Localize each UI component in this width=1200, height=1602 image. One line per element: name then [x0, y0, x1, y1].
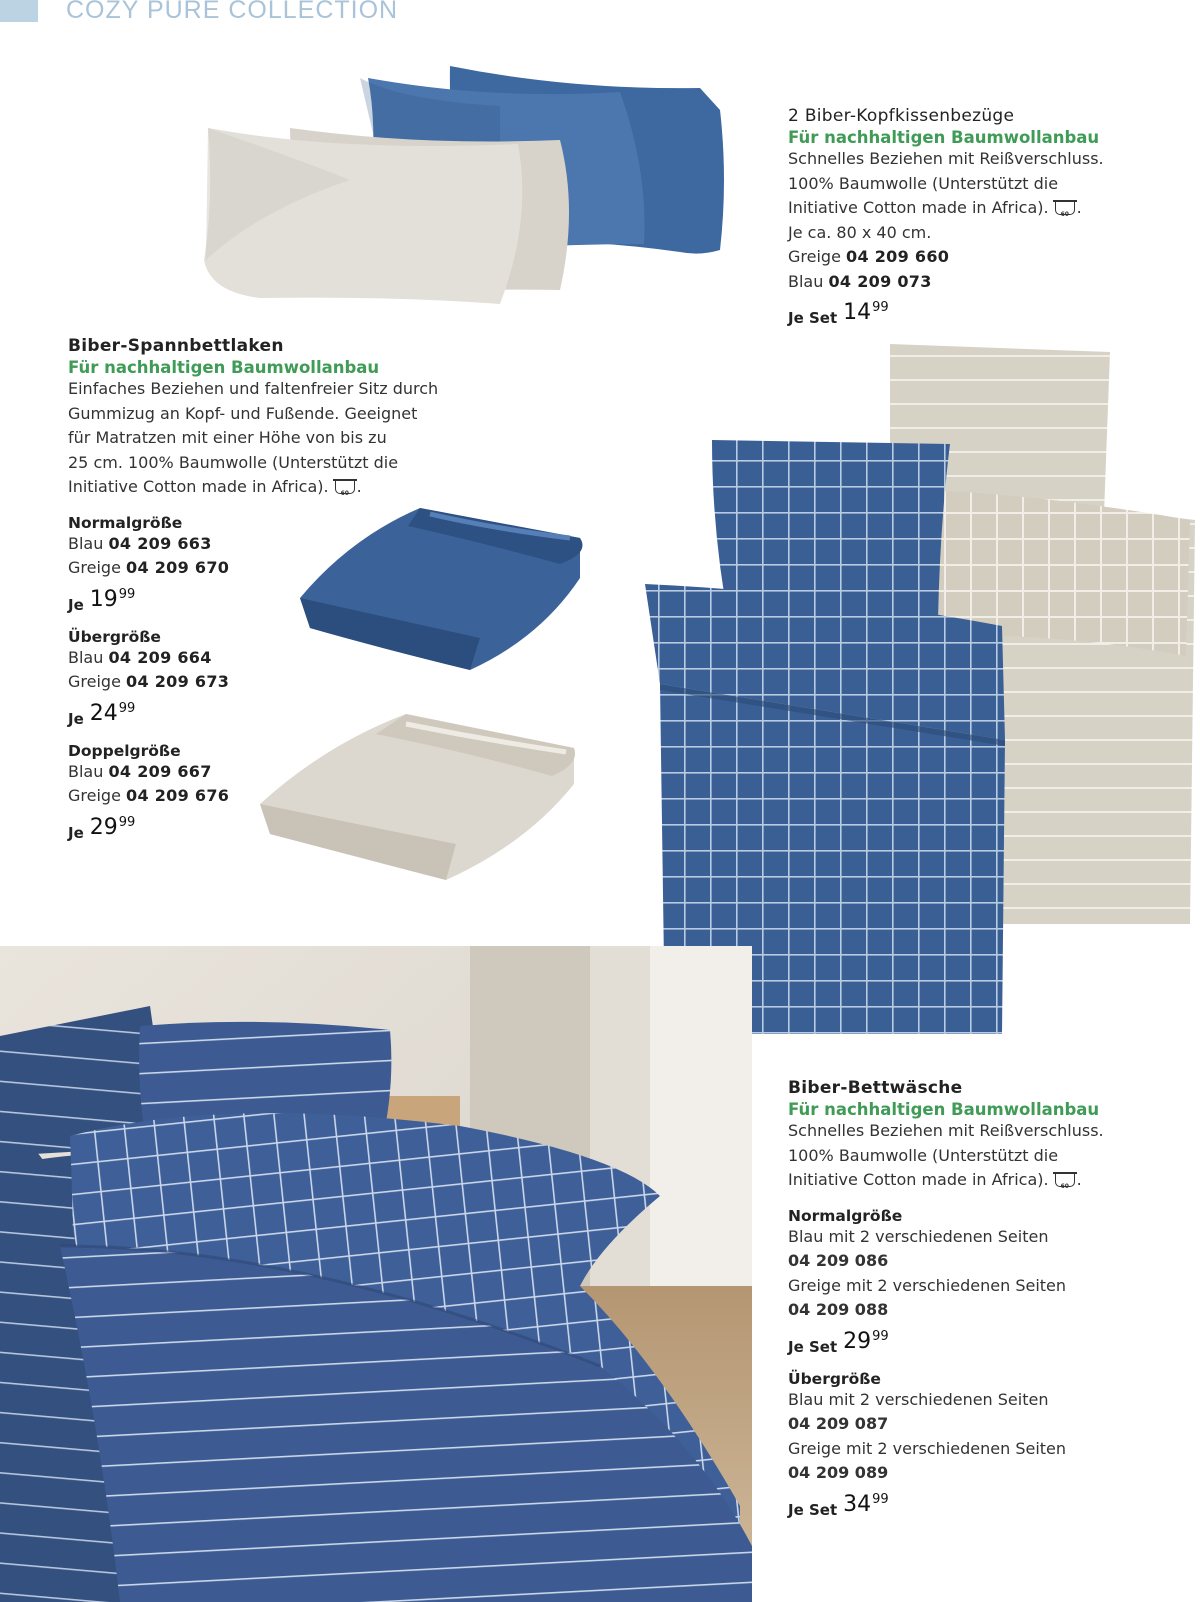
bedding-description — [788, 1119, 1198, 1193]
size-name: Normalgröße — [68, 513, 183, 532]
size-name: Doppelgröße — [68, 741, 181, 760]
size-name: Übergröße — [788, 1369, 881, 1388]
article-row: Greige 04 209 676 — [68, 786, 230, 805]
size-note: Je ca. 80 x 40 cm. — [788, 222, 932, 242]
price-tag: Je Set 14 99 — [788, 300, 889, 327]
bedding-info — [788, 1078, 1198, 1519]
article-row: Blau 04 209 663 — [68, 533, 212, 553]
price-tag: Je 19 99 — [68, 586, 136, 614]
bedding-title: Biber-Bettwäsche — [788, 1078, 963, 1098]
size-name: Übergröße — [68, 627, 161, 646]
greige-fitted-sheet-image — [256, 704, 586, 884]
collection-title: COZY PURE COLLECTION — [66, 0, 399, 24]
description-line: Schnelles Beziehen mit Reißverschluss. — [788, 1121, 1104, 1140]
variant-desc: Greige mit 2 verschiedenen Seiten — [788, 1438, 1067, 1458]
bedding-subtitle: Für nachhaltigen Baumwollanbau — [788, 1100, 1100, 1119]
wash-60-icon: 60 — [1055, 202, 1075, 215]
pillows-subtitle: Für nachhaltigen Baumwollanbau — [788, 128, 1100, 147]
price-tag: Je 24 99 — [68, 700, 136, 728]
description-line: Initiative Cotton made in Africa). 60 . — [788, 1170, 1082, 1190]
variant-desc: Blau mit 2 verschiedenen Seiten — [788, 1389, 1049, 1409]
article-number: 04 209 088 — [788, 1300, 889, 1319]
size-name: Normalgröße — [788, 1206, 903, 1225]
price-tag: Je Set 29 99 — [788, 1328, 889, 1356]
description-line: Initiative Cotton made in Africa). 60 . — [788, 198, 1082, 218]
description-line: 100% Baumwolle (Unterstützt die — [788, 173, 1059, 193]
article-row: Greige 04 209 660 — [788, 247, 950, 266]
blue-fitted-sheet-image — [290, 498, 600, 678]
variant-desc: Greige mit 2 verschiedenen Seiten — [788, 1275, 1067, 1295]
article-number: 04 209 087 — [788, 1414, 889, 1433]
variant-desc: Blau mit 2 verschiedenen Seiten — [788, 1226, 1049, 1246]
description-line: Einfaches Beziehen und faltenfreier Sitz durch — [68, 379, 439, 398]
article-number: 04 209 089 — [788, 1463, 889, 1482]
wash-60-icon: 60 — [1055, 1174, 1075, 1187]
size-group — [788, 1207, 1198, 1356]
description-line: Schnelles Beziehen mit Reißverschluss. — [788, 149, 1104, 168]
article-row: Blau 04 209 073 — [788, 271, 932, 291]
header-tab — [0, 0, 38, 22]
description-line: Gummizug an Kopf- und Fußende. Geeignet — [68, 403, 418, 423]
article-row: Blau 04 209 667 — [68, 761, 212, 781]
description-line: 25 cm. 100% Baumwolle (Unterstützt die — [68, 452, 399, 472]
article-row: Greige 04 209 670 — [68, 558, 230, 577]
article-row: Blau 04 209 664 — [68, 647, 212, 667]
description-line: 100% Baumwolle (Unterstützt die — [788, 1145, 1059, 1165]
sheets-description — [68, 377, 488, 500]
pillows-title: 2 Biber-Kopfkissenbezüge — [788, 106, 1015, 126]
pillows-description — [788, 147, 1188, 245]
article-number: 04 209 086 — [788, 1251, 889, 1270]
description-line: für Matratzen mit einer Höhe von bis zu — [68, 428, 387, 447]
pillows-info — [788, 106, 1188, 327]
pillows-image — [200, 60, 760, 320]
wash-60-icon: 60 — [335, 481, 355, 494]
bedding-set-image — [620, 344, 1200, 1044]
description-line: Initiative Cotton made in Africa). 60 . — [68, 477, 362, 497]
price-tag: Je 29 99 — [68, 814, 136, 842]
bedroom-photo — [0, 946, 752, 1602]
sheets-subtitle: Für nachhaltigen Baumwollanbau — [68, 358, 380, 377]
size-group — [788, 1370, 1198, 1519]
sheets-title: Biber-Spannbettlaken — [68, 336, 284, 356]
price-tag: Je Set 34 99 — [788, 1491, 889, 1519]
article-row: Greige 04 209 673 — [68, 672, 230, 691]
